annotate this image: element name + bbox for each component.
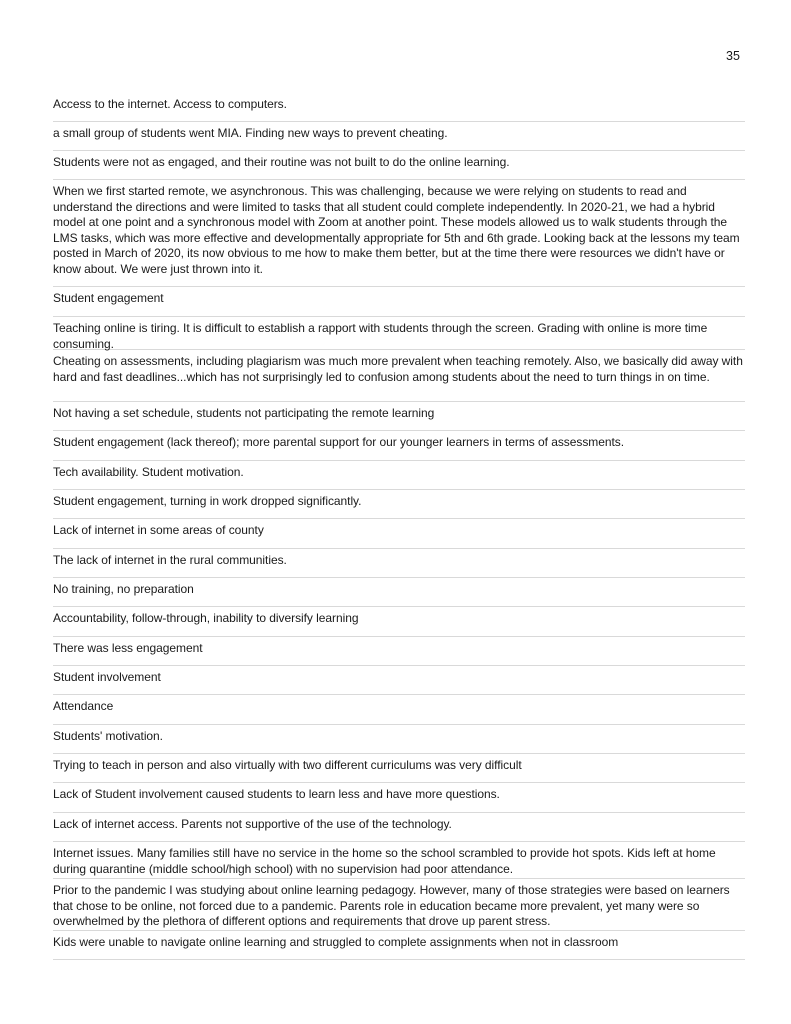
- response-row: Teaching online is tiring. It is difficult to establish a rapport with students through the screen. Grading with online is more time consuming.: [53, 317, 745, 350]
- response-row: Lack of Student involvement caused students to learn less and have more questions.: [53, 783, 745, 813]
- page-number: 35: [726, 49, 740, 63]
- response-row: Student involvement: [53, 666, 745, 695]
- response-row: Cheating on assessments, including plagiarism was much more prevalent when teaching remotely. Also, we basically did away with hard and fast deadlines...which has not surprisingly led to confusion among students about the need to turn things in on time.: [53, 350, 745, 402]
- response-row: Students' motivation.: [53, 725, 745, 754]
- response-row: Student engagement: [53, 287, 745, 317]
- response-row: Prior to the pandemic I was studying about online learning pedagogy. However, many of those strategies were based on learners that chose to be online, not forced due to a pandemic. Parents role in education became more prevalent, yet many were so overwhelmed by the plethora of different options and requirements that drove up parent stress.: [53, 879, 745, 931]
- response-row: Accountability, follow-through, inability to diversify learning: [53, 607, 745, 637]
- response-row: Access to the internet. Access to computers.: [53, 93, 745, 122]
- response-row: Tech availability. Student motivation.: [53, 461, 745, 490]
- response-row: The lack of internet in the rural communities.: [53, 549, 745, 578]
- response-row: Trying to teach in person and also virtually with two different curriculums was very difficult: [53, 754, 745, 783]
- response-row: Not having a set schedule, students not participating the remote learning: [53, 402, 745, 431]
- response-row: Students were not as engaged, and their routine was not built to do the online learning.: [53, 151, 745, 180]
- response-row: Kids were unable to navigate online learning and struggled to complete assignments when not in classroom: [53, 931, 745, 960]
- response-list: [53, 93, 745, 960]
- response-row: No training, no preparation: [53, 578, 745, 607]
- response-row: Lack of internet access. Parents not supportive of the use of the technology.: [53, 813, 745, 842]
- response-row: There was less engagement: [53, 637, 745, 666]
- response-row: Student engagement, turning in work dropped significantly.: [53, 490, 745, 519]
- response-row: When we first started remote, we asynchronous. This was challenging, because we were relying on students to read and understand the directions and were limited to tasks that all student could complete independently. In 2020-21, we had a hybrid model at one point and a synchronous model with Zoom at another point. These models allowed us to walk students through the LMS tasks, which was more effective and developmentally appropriate for 5th and 6th grade. Looking back at the lessons my team posted in March of 2020, its now obvious to me how to make them better, but at the time there were resources we didn't have or know about. We were just thrown into it.: [53, 180, 745, 287]
- response-row: Lack of internet in some areas of county: [53, 519, 745, 549]
- response-row: Student engagement (lack thereof); more parental support for our younger learners in terms of assessments.: [53, 431, 745, 461]
- response-row: Attendance: [53, 695, 745, 725]
- response-row: a small group of students went MIA. Finding new ways to prevent cheating.: [53, 122, 745, 151]
- response-row: Internet issues. Many families still have no service in the home so the school scrambled to provide hot spots. Kids left at home during quarantine (middle school/high school) with no supervision had poor attendance.: [53, 842, 745, 879]
